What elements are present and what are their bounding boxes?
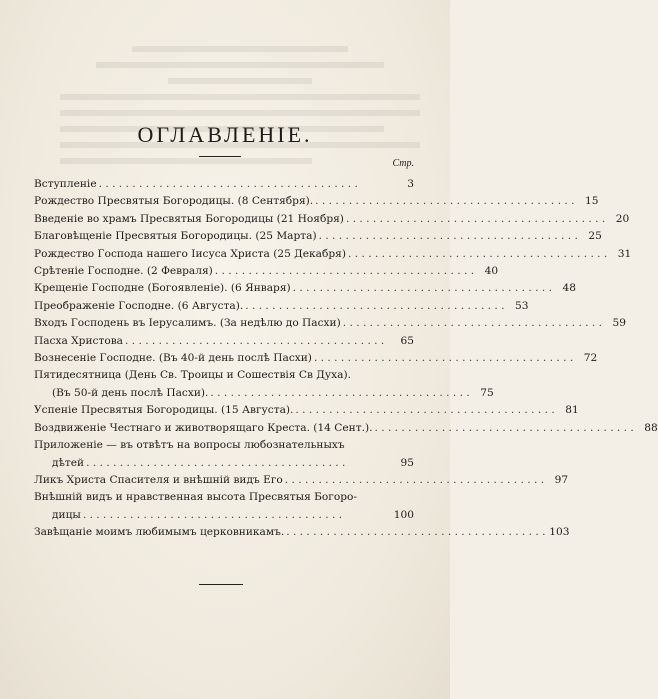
toc-entry-title: дѣтей	[52, 456, 85, 469]
toc-entry-title: Приложеніе — въ отвѣтъ на вопросы любознательныхъ	[34, 439, 345, 452]
toc-entry-title: Рождество Пресвятыя Богородицы. (8 Сентября).	[34, 195, 314, 208]
toc-entry	[34, 524, 570, 541]
title-divider	[199, 156, 241, 157]
toc-entry	[34, 489, 414, 506]
dot-leader	[125, 333, 390, 350]
toc-entry-page-number: 15	[584, 195, 599, 208]
dot-leader	[285, 472, 544, 489]
toc-entry	[34, 420, 658, 437]
toc-entry-page-number: 95	[400, 456, 414, 469]
toc-entry-page-number: 103	[549, 526, 570, 539]
toc-entry	[34, 472, 569, 489]
toc-entry	[34, 246, 632, 263]
toc-entry-page-number: 88	[644, 421, 658, 434]
toc-entry	[34, 402, 579, 419]
dot-leader	[314, 350, 573, 367]
toc-entry-page-number: 40	[484, 265, 499, 278]
toc-entry-title: Пятидесятница (День Св. Троицы и Сошествія Св Духа).	[34, 369, 351, 382]
toc-entry	[34, 507, 414, 524]
dot-leader	[215, 263, 474, 280]
toc-entry-page-number: 65	[400, 334, 414, 347]
toc-entry-title: Срѣтеніе Господне. (2 Февраля)	[34, 265, 213, 278]
page-title: ОГЛАВЛЕНІЕ.	[137, 122, 313, 147]
toc-entry-title: Пасха Христова	[34, 334, 123, 347]
toc-entry-title: Завѣщаніе моимъ любимымъ церковникамъ.	[34, 526, 285, 539]
toc-entry-title: Введеніе во храмъ Пресвятыя Богородицы (21 Ноября)	[34, 212, 344, 225]
toc-entry-page-number: 48	[562, 282, 576, 295]
toc-entry	[34, 263, 499, 280]
toc-entry-title: Входъ Господень въ Іерусалимъ. (За недѣлю до Пасхи)	[34, 317, 341, 330]
page-column-label: Стр.	[392, 158, 414, 169]
dot-leader	[99, 176, 390, 193]
toc-entry-title: Рождество Господа нашего Іисуса Христа (25 Декабря)	[34, 247, 346, 260]
toc-entry	[34, 193, 599, 210]
dot-leader	[295, 402, 554, 419]
toc-entry-page-number: 3	[407, 178, 414, 190]
toc-entry-title: Преображеніе Господне. (6 Августа).	[34, 299, 244, 312]
toc-entry	[34, 280, 576, 297]
toc-entry	[34, 211, 630, 228]
toc-entry-title: Воздвиженіе Честнаго и животворящаго Креста. (14 Сент.).	[34, 421, 373, 434]
toc-entry-title: Вступленіе	[34, 178, 97, 190]
toc-entry	[34, 385, 494, 402]
dot-leader	[374, 420, 633, 437]
toc-entry-title: Благовѣщеніе Пресвятыя Богородицы. (25 Марта)	[34, 230, 317, 243]
toc-entry-title: Ликъ Христа Спасителя и внѣшній видъ Его	[34, 473, 283, 486]
toc-entry	[34, 455, 414, 472]
toc-entry-page-number: 72	[583, 352, 598, 365]
dot-leader	[315, 193, 574, 210]
toc-entry-title: дицы	[52, 508, 81, 521]
dot-leader	[348, 246, 607, 263]
toc-entry-page-number: 59	[612, 317, 627, 330]
dot-leader	[210, 385, 469, 402]
toc-entry	[34, 228, 602, 245]
dot-leader	[343, 315, 602, 332]
toc-entry-title: Успеніе Пресвятыя Богородицы. (15 Августа).	[34, 404, 294, 417]
toc-entry	[34, 333, 414, 350]
toc-entry-page-number: 81	[565, 404, 579, 417]
toc-entry-page-number: 53	[515, 299, 529, 312]
toc-entry-title: Крещеніе Господне (Богоявленіе). (6 Января)	[34, 282, 291, 295]
toc-entry	[34, 315, 627, 332]
toc-entry-page-number: 25	[588, 230, 602, 243]
end-divider	[199, 584, 243, 585]
toc-entry-title: Вознесеніе Господне. (Въ 40-й день послѣ Пасхи)	[34, 352, 312, 365]
toc-entry	[34, 350, 598, 367]
toc-entry-page-number: 20	[615, 212, 630, 225]
toc-entry	[34, 298, 529, 315]
toc-entry-page-number: 97	[554, 473, 569, 486]
toc-entry	[34, 176, 414, 193]
toc-entry-page-number: 100	[393, 508, 414, 521]
toc-entry-page-number: 75	[480, 386, 494, 399]
toc-entry-title: (Въ 50-й день послѣ Пасхи).	[52, 386, 209, 399]
dot-leader	[319, 228, 578, 245]
dot-leader	[245, 298, 504, 315]
dot-leader	[293, 280, 552, 297]
dot-leader	[346, 211, 605, 228]
toc-entry-title: Внѣшній видъ и нравственная высота Пресвятыя Богоро-	[34, 491, 357, 504]
dot-leader	[86, 455, 390, 472]
toc-entry	[34, 367, 414, 384]
dot-leader	[286, 524, 545, 541]
dot-leader	[83, 507, 390, 524]
table-of-contents	[34, 176, 658, 542]
toc-entry-page-number: 31	[617, 247, 632, 260]
toc-entry	[34, 437, 414, 454]
